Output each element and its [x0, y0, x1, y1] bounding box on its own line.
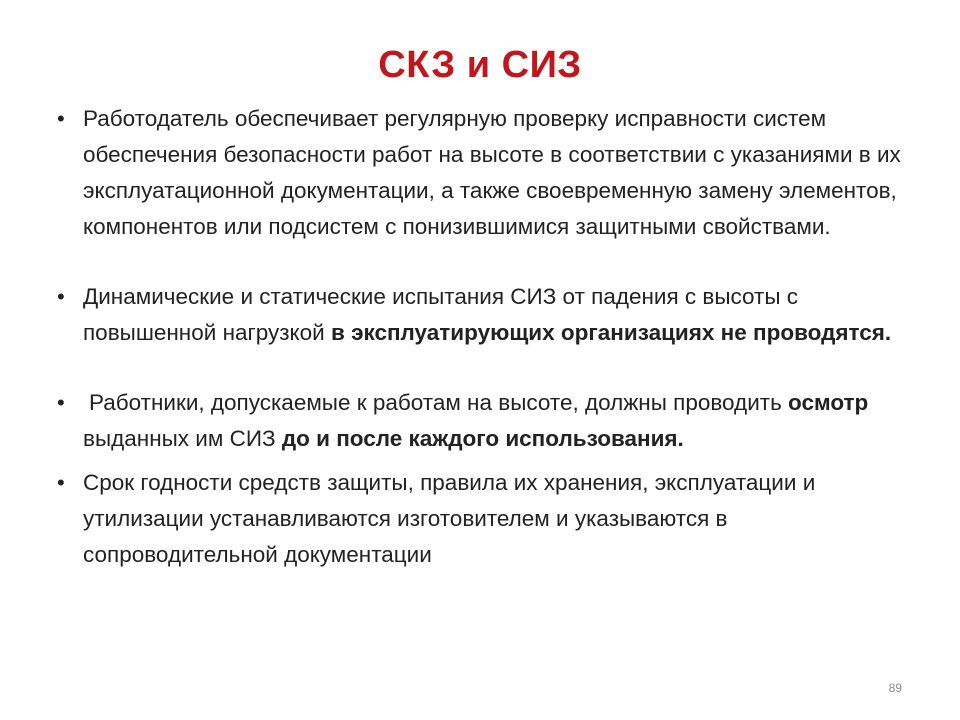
bullet-item-shelf-life [57, 465, 917, 573]
bullet-text: Работодатель обеспечивает регулярную проверку исправности систем обеспечения безопасности работ на высоте в соответствии с указаниями в их эксплуатационной документации, а также своевременную замену элементов, компонентов или подсистем с понизившимися защитными свойствами. [83, 106, 901, 239]
bullet-text-part: Динамические и статические испытания СИЗ от падения с высоты с повышенной нагрузкой [83, 284, 799, 345]
bullet-item-testing [57, 279, 917, 351]
bullet-marker: • [57, 470, 65, 495]
bullet-text: Срок годности средств защиты, правила их хранения, эксплуатации и утилизации устанавливаются изготовителем и указываются в сопроводительной документации [83, 470, 816, 567]
slide-title: СКЗ и СИЗ [378, 44, 582, 86]
bullet-item-inspection [57, 101, 917, 245]
bullet-text-emphasis: до и после каждого использования. [281, 426, 684, 451]
bullet-text [83, 390, 868, 451]
bullet-text-part: Работники, допускаемые к работам на высоте, должны проводить [89, 390, 789, 415]
bullet-text-emphasis: в эксплуатирующих организациях не проводятся. [330, 320, 892, 345]
bullet-list [57, 101, 917, 573]
bullet-marker: • [57, 390, 65, 415]
bullet-marker: • [57, 106, 65, 131]
bullet-text-part: выданных им СИЗ [83, 426, 282, 451]
bullet-item-pre-use-check [57, 385, 917, 457]
bullet-marker: • [57, 284, 65, 309]
page-number: 89 [888, 681, 902, 695]
bullet-text [83, 284, 891, 345]
bullet-text-emphasis: осмотр [788, 390, 869, 415]
